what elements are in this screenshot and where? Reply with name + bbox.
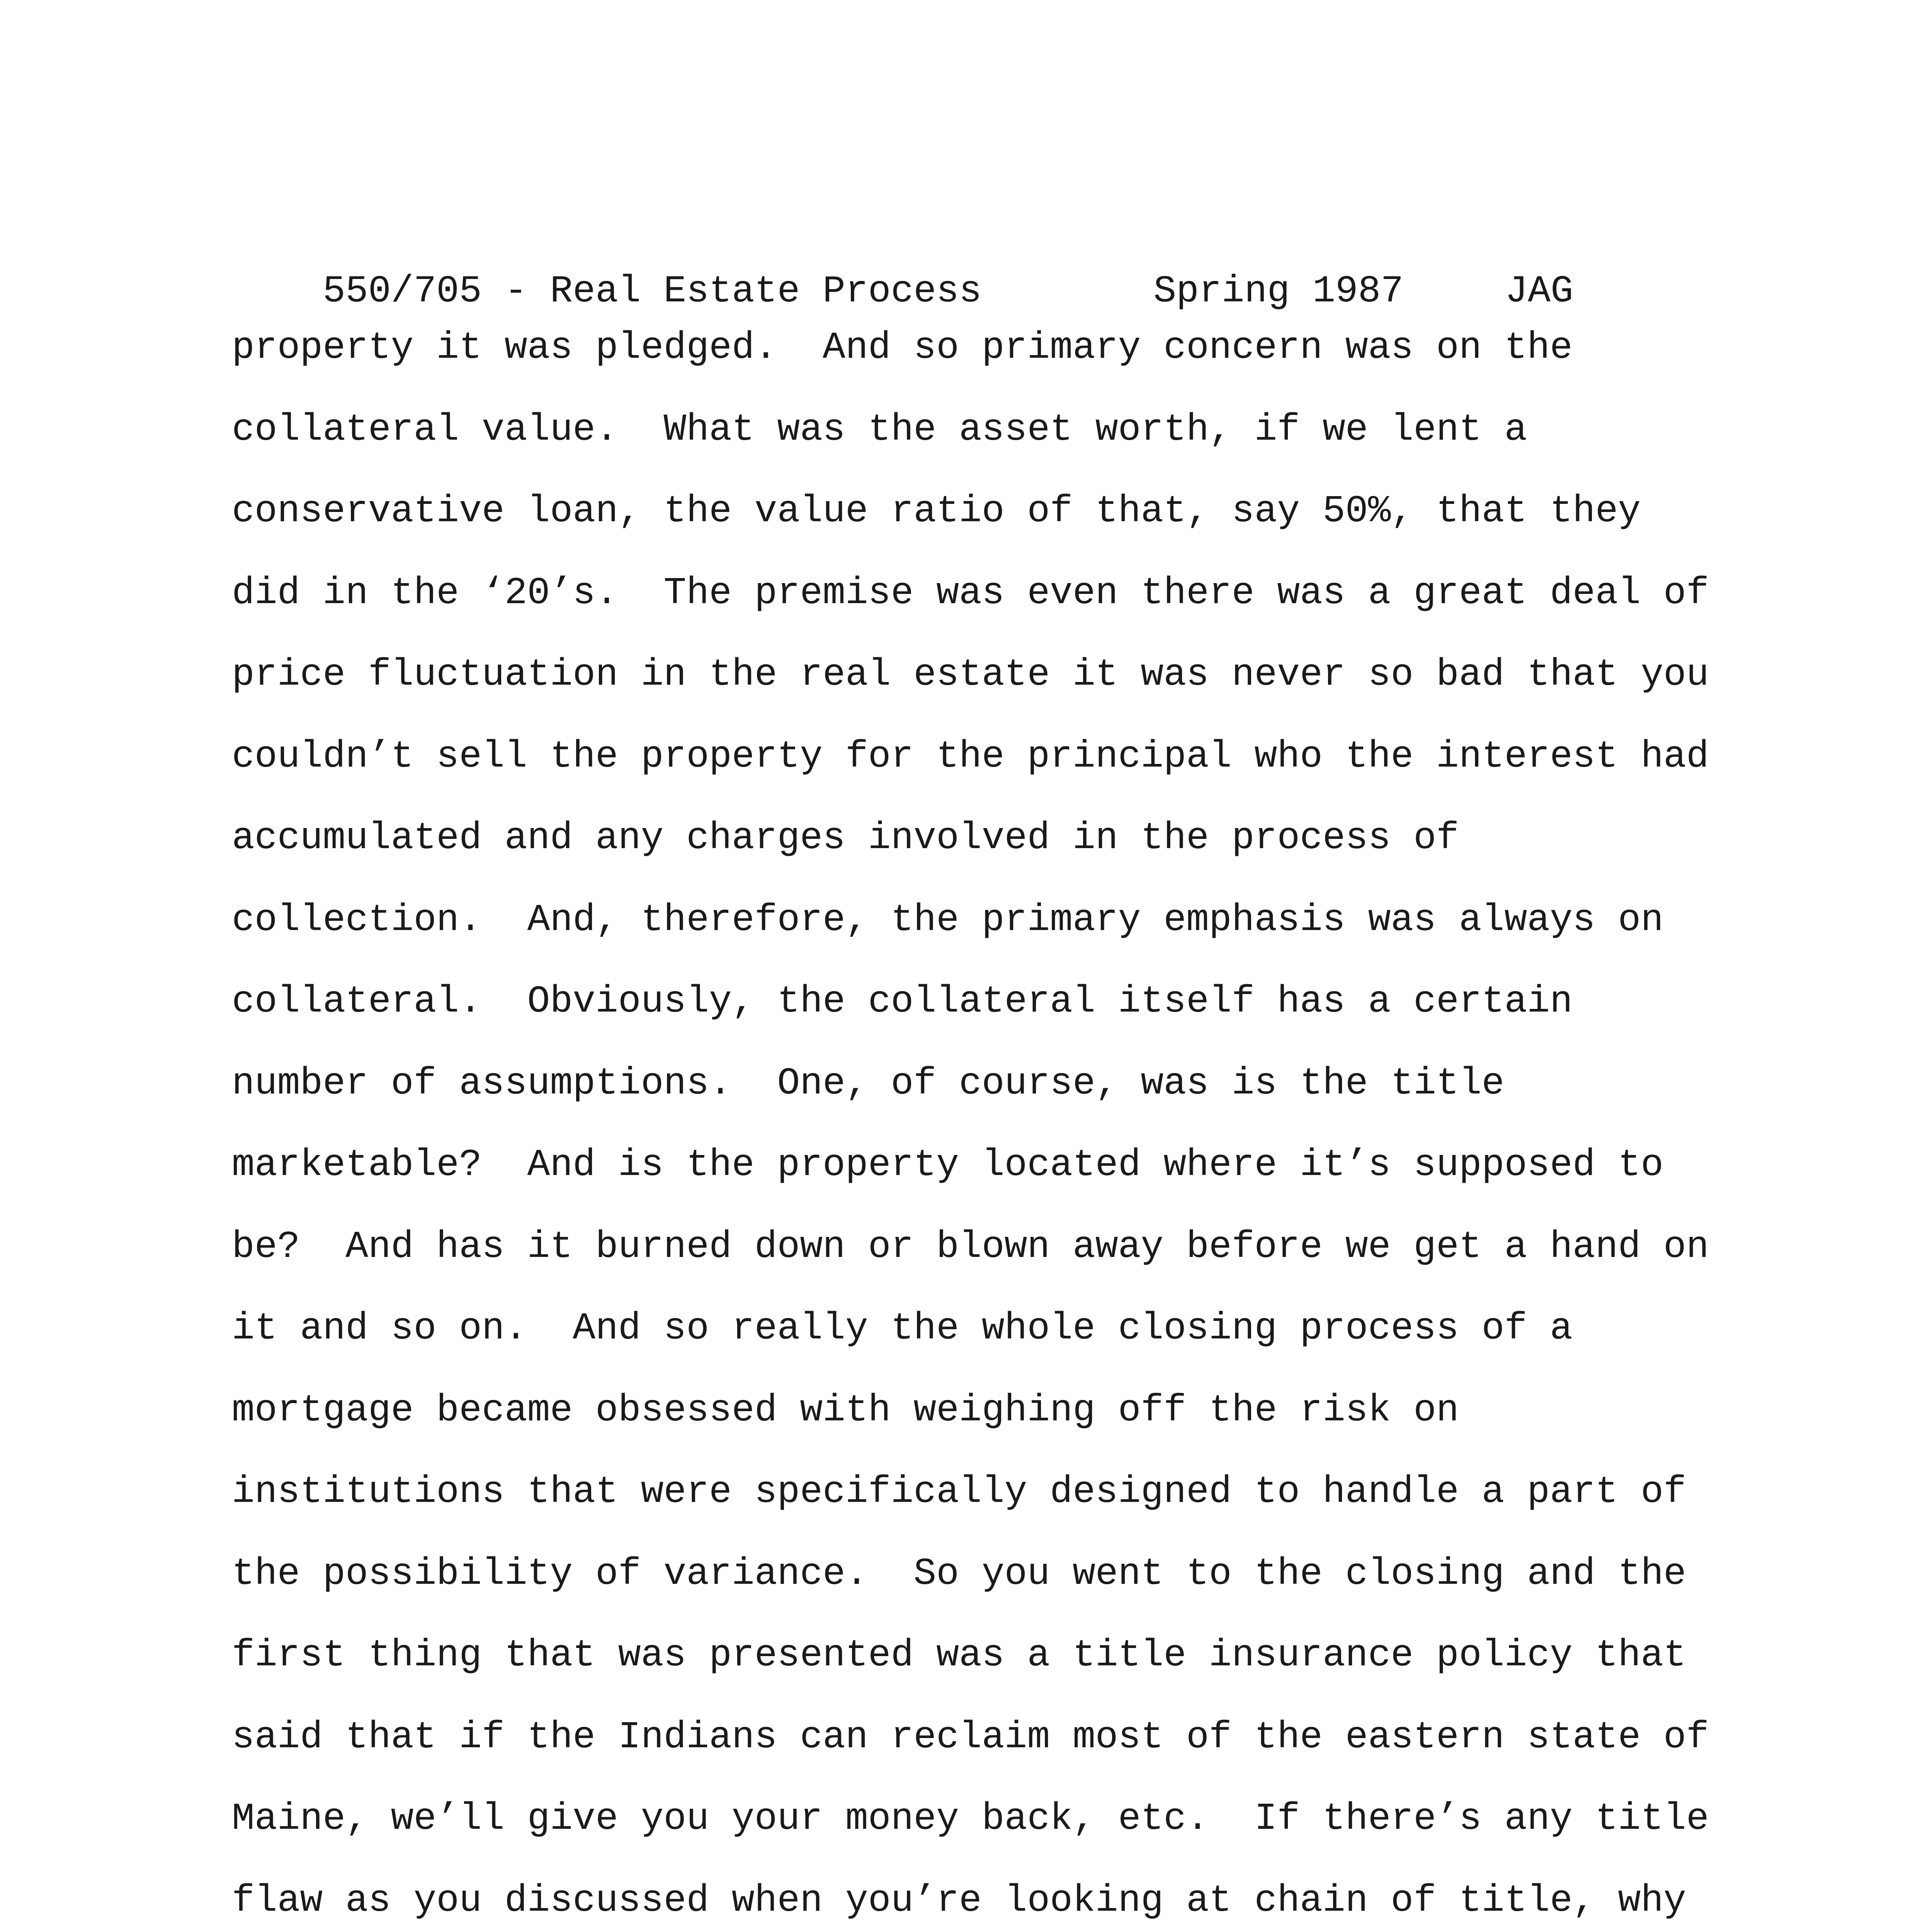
text-line: couldn’t sell the property for the principal who the interest had bbox=[232, 735, 1709, 778]
header-term: Spring 1987 bbox=[1153, 270, 1404, 313]
text-line: collateral. Obviously, the collateral itself has a certain bbox=[232, 980, 1573, 1023]
text-line: mortgage became obsessed with weighing off the risk on bbox=[232, 1389, 1459, 1432]
header-course: 550/705 - Real Estate Process bbox=[323, 270, 982, 313]
header-initials: JAG bbox=[1505, 270, 1573, 313]
text-line: the possibility of variance. So you went to the closing and the bbox=[232, 1552, 1686, 1595]
text-line: did in the ‘20’s. The premise was even there was a great deal of bbox=[232, 571, 1709, 615]
text-line: collection. And, therefore, the primary emphasis was always on bbox=[232, 898, 1664, 942]
text-line: be? And has it burned down or blown away before we get a hand on bbox=[232, 1225, 1709, 1269]
text-line: institutions that were specifically designed to handle a part of bbox=[232, 1471, 1686, 1514]
text-line: marketable? And is the property located where it’s supposed to bbox=[232, 1144, 1664, 1187]
text-line: property it was pledged. And so primary concern was on the bbox=[232, 327, 1573, 369]
text-line: collateral value. What was the asset worth, if we lent a bbox=[232, 408, 1527, 451]
text-line: said that if the Indians can reclaim most of the eastern state of bbox=[232, 1716, 1709, 1759]
text-line: price fluctuation in the real estate it was never so bad that you bbox=[232, 653, 1709, 696]
text-line: it and so on. And so really the whole closing process of a bbox=[232, 1307, 1573, 1350]
text-line: Maine, we’ll give you your money back, etc. If there’s any title bbox=[232, 1798, 1709, 1840]
text-line: number of assumptions. One, of course, was is the title bbox=[232, 1062, 1505, 1105]
text-line: first thing that was presented was a title insurance policy that bbox=[232, 1634, 1686, 1677]
text-line: accumulated and any charges involved in the process of bbox=[232, 817, 1459, 860]
text-line: conservative loan, the value ratio of that, say 50%, that they bbox=[232, 490, 1641, 533]
text-line: flaw as you discussed when you’re looking at chain of title, why bbox=[232, 1879, 1686, 1922]
transcript-body bbox=[232, 307, 1758, 1932]
